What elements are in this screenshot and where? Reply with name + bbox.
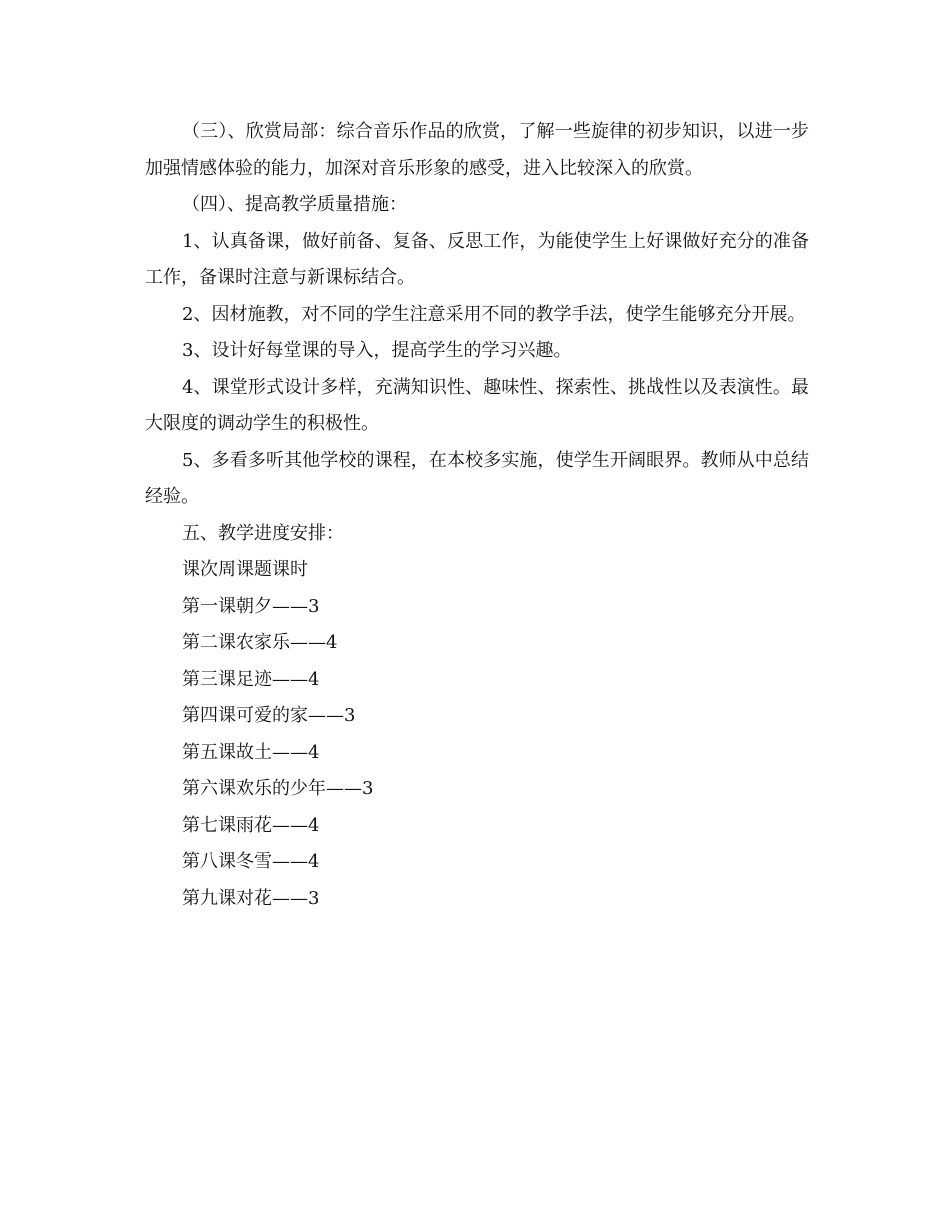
document-body — [145, 114, 809, 917]
schedule-lesson-2: 第二课农家乐——4 — [182, 632, 338, 653]
schedule-lesson-6: 第六课欢乐的少年——3 — [182, 778, 374, 799]
schedule-lesson-1: 第一课朝夕——3 — [182, 595, 320, 617]
paragraph-schedule-heading: 五、教学进度安排： — [182, 522, 344, 544]
schedule-lesson-3: 第三课足迹——4 — [182, 668, 320, 690]
schedule-lesson-4: 第四课可爱的家——3 — [182, 705, 356, 726]
schedule-columns: 课次周课题课时 — [182, 559, 308, 580]
paragraph-measure-2: 2、因材施教，对不同的学生注意采用不同的教学手法，使学生能够充分开展。 — [182, 303, 806, 325]
schedule-lesson-7: 第七课雨花——4 — [182, 814, 320, 836]
paragraph-measure-5: 5、多看多听其他学校的课程，在本校多实施，使学生开阔眼界。教师从中总结经验。 — [145, 449, 809, 507]
paragraph-quality-measures-heading: （四）、提高教学质量措施： — [182, 194, 407, 215]
paragraph-appreciation: （三）、欣赏局部：综合音乐作品的欣赏，了解一些旋律的初步知识，以进一步加强情感体验的能力，加深对音乐形象的感受，进入比较深入的欣赏。 — [145, 121, 809, 179]
paragraph-measure-4: 4、课堂形式设计多样，充满知识性、趣味性、探索性、挑战性以及表演性。最大限度的调动学生的积极性。 — [145, 376, 809, 434]
paragraph-measure-1: 1、认真备课，做好前备、复备、反思工作，为能使学生上好课做好充分的准备工作，备课时注意与新课标结合。 — [145, 230, 809, 288]
schedule-lesson-5: 第五课故土——4 — [182, 741, 320, 763]
paragraph-measure-3: 3、设计好每堂课的导入，提高学生的学习兴趣。 — [182, 340, 572, 361]
schedule-lesson-9: 第九课对花——3 — [182, 887, 320, 909]
schedule-lesson-8: 第八课冬雪——4 — [182, 851, 320, 872]
